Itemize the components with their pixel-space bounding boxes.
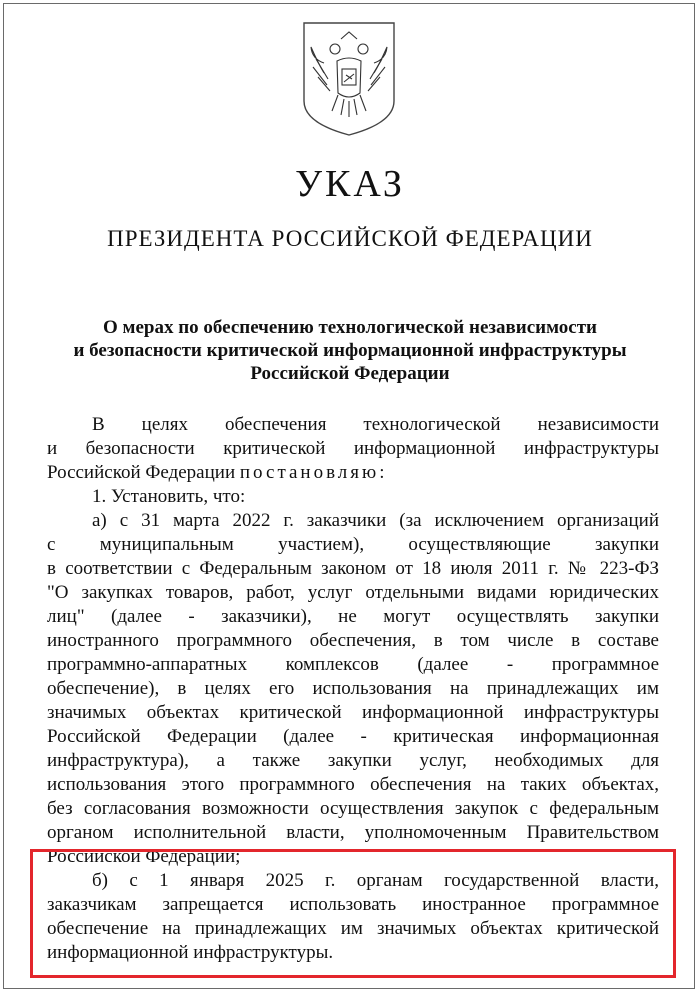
body-line: обеспечение на принадлежащих им значимых объектах критической: [47, 918, 659, 939]
heading-line: О мерах по обеспечению технологической независимости: [102, 317, 598, 338]
document-title: УКАЗ: [295, 163, 405, 205]
state-emblem-icon: [294, 19, 404, 137]
body-line: информационной инфраструктуры.: [47, 942, 334, 963]
document-subtitle: ПРЕЗИДЕНТА РОССИЙСКОЙ ФЕДЕРАЦИИ: [107, 226, 593, 251]
body-text: Российской Федерации: [47, 462, 236, 483]
body-line: программно-аппаратных комплексов (далее - программное: [47, 654, 659, 675]
body-line: заказчикам запрещается использовать иностранное программное: [47, 894, 659, 915]
body-line: органом исполнительной власти, уполномоченным Правительством: [47, 822, 659, 843]
body-line: В целях обеспечения технологической независимости: [92, 414, 659, 435]
body-line: иностранного программного обеспечения, в том числе в составе: [47, 630, 659, 651]
body-line: обеспечение), в целях его использования на принадлежащих им: [47, 678, 659, 699]
body-line: 1. Установить, что:: [92, 486, 246, 507]
body-line: Российской Федерации;: [47, 846, 241, 867]
body-line: инфраструктура), а также закупки услуг, необходимых для: [47, 750, 659, 771]
body-text-spaced: постановляю:: [239, 462, 388, 483]
decree-heading: [40, 316, 660, 385]
body-line: а) с 31 марта 2022 г. заказчики (за исключением организаций: [92, 510, 659, 531]
body-line: с муниципальным участием), осуществляющие закупки: [47, 534, 659, 555]
body-line: [47, 461, 659, 485]
heading-line: и безопасности критической информационной инфраструктуры: [73, 340, 627, 361]
body-line: без согласования возможности осуществления закупок с федеральным: [47, 798, 659, 819]
body-line: Российской Федерации (далее - критическая информационная: [47, 726, 659, 747]
body-line: и безопасности критической информационной инфраструктуры: [47, 438, 659, 459]
heading-line: Российской Федерации: [250, 363, 450, 384]
body-line: "О закупках товаров, работ, услуг отдельными видами юридических: [47, 582, 659, 603]
body-line: лиц" (далее - заказчики), не могут осуществлять закупки: [47, 606, 659, 627]
body-line: использования этого программного обеспечения на таких объектах,: [47, 774, 659, 795]
body-line: в соответствии с Федеральным законом от 18 июля 2011 г. № 223-ФЗ: [47, 558, 659, 579]
highlight-box: [30, 849, 676, 978]
body-line: б) с 1 января 2025 г. органам государственной власти,: [92, 870, 659, 891]
body-line: значимых объектах критической информационной инфраструктуры: [47, 702, 659, 723]
